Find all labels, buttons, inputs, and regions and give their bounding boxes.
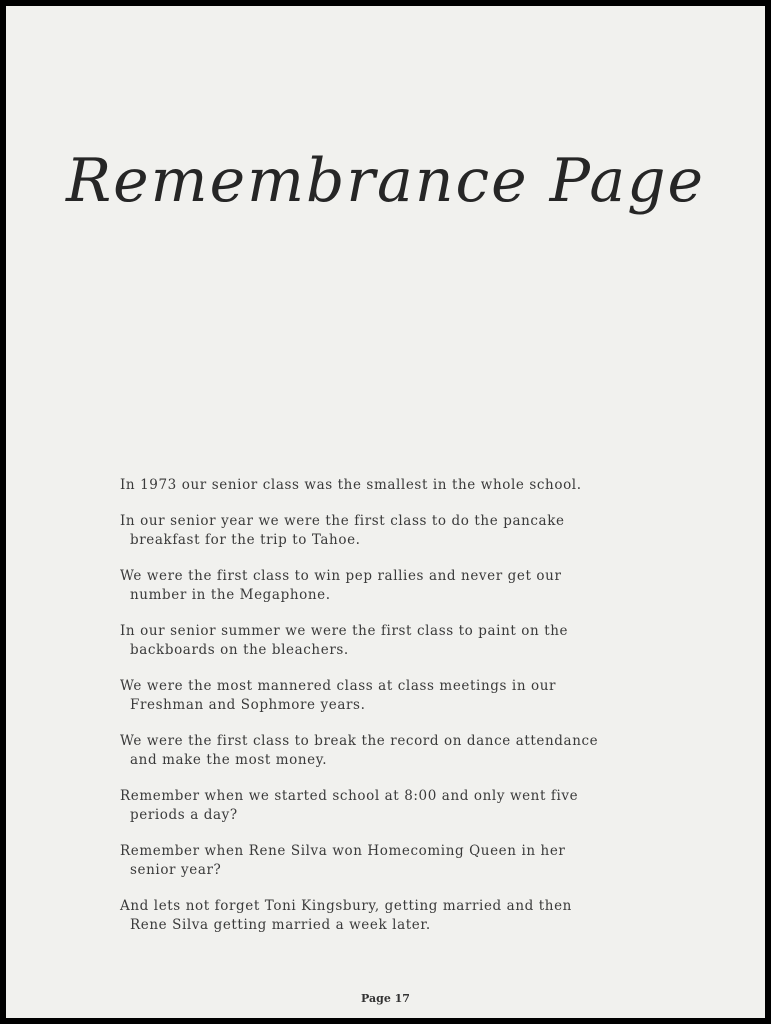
memory-item: In our senior year we were the first class to do the pancake breakfast for the trip to Tahoe.	[120, 513, 565, 548]
memory-item: We were the first class to win pep rallies and never get our number in the Megaphone.	[120, 568, 562, 603]
memory-item: In 1973 our senior class was the smallest in the whole school.	[120, 477, 582, 493]
memory-item: In our senior summer we were the first class to paint on the backboards on the bleachers.	[120, 623, 569, 658]
memory-item: We were the first class to break the record on dance attendance and make the most money.	[120, 733, 599, 768]
memory-item: And lets not forget Toni Kingsbury, getting married and then Rene Silva getting married a week later.	[120, 898, 572, 933]
memory-item: Remember when Rene Silva won Homecoming Queen in her senior year?	[120, 843, 566, 878]
yearbook-page	[6, 6, 765, 1018]
memory-item: We were the most mannered class at class meetings in our Freshman and Sophmore years.	[120, 678, 557, 713]
memory-item: Remember when we started school at 8:00 and only went five periods a day?	[120, 788, 579, 823]
page-number: Page 17	[361, 992, 410, 1005]
memories-list	[120, 476, 680, 952]
page-title: Remembrance Page	[65, 146, 706, 216]
